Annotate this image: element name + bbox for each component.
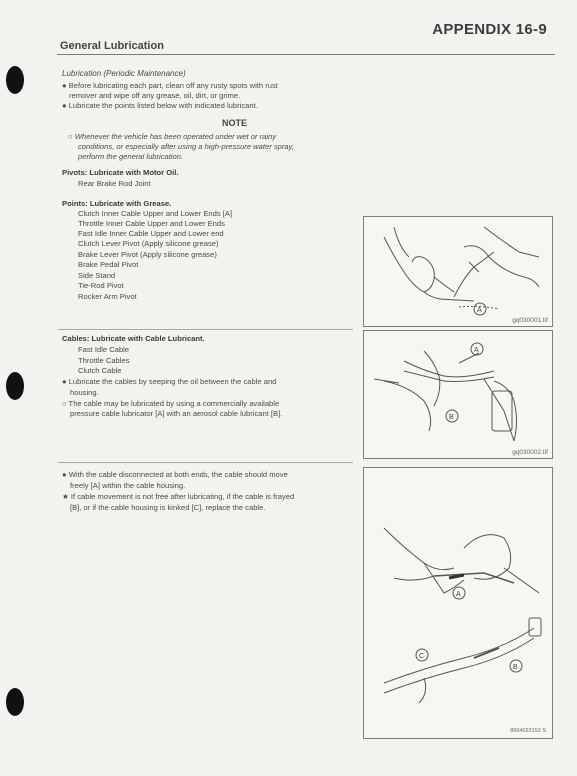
check-body: freely [A] within the cable housing. bbox=[70, 481, 186, 490]
figure-label: gq030001.tif bbox=[512, 317, 548, 324]
note-line: perform the general lubrication. bbox=[78, 152, 184, 161]
pivots-heading: Pivots: Lubricate with Motor Oil. bbox=[62, 168, 179, 177]
callout-a: A bbox=[474, 347, 479, 354]
figure-cable-check bbox=[363, 467, 553, 739]
note-title: NOTE bbox=[222, 118, 248, 128]
figure-grease-points bbox=[363, 216, 553, 327]
intro-line: ● Before lubricating each part, clean off any rusty spots with rust bbox=[62, 81, 278, 90]
points-item: Fast Idle Inner Cable Upper and Lower end bbox=[78, 229, 224, 238]
figure-label: gq030002.tif bbox=[512, 449, 548, 456]
points-item: Side Stand bbox=[78, 271, 116, 280]
cable-check-illustration bbox=[364, 468, 552, 738]
intro-line: ● Lubricate the points listed below with indicated lubricant. bbox=[62, 101, 258, 110]
section-divider bbox=[58, 462, 353, 463]
cables-body: ○ The cable may be lubricated by using a commercially available bbox=[62, 399, 280, 408]
cables-body: pressure cable lubricator [A] with an aerosol cable lubricant [B]. bbox=[70, 409, 283, 418]
check-body: [B], or if the cable housing is kinked [C], replace the cable. bbox=[70, 503, 266, 512]
check-body: ● With the cable disconnected at both ends, the cable should move bbox=[62, 470, 288, 479]
points-heading: Points: Lubricate with Grease. bbox=[62, 199, 172, 208]
points-item: Clutch Lever Pivot (Apply silicone grease) bbox=[78, 239, 219, 248]
pivot-item: Rear Brake Rod Joint bbox=[78, 179, 151, 188]
callout-a: A bbox=[477, 307, 482, 314]
points-item: Throttle Inner Cable Upper and Lower Ends bbox=[78, 219, 225, 228]
points-item: Brake Lever Pivot (Apply silicone grease) bbox=[78, 250, 217, 259]
cables-item: Clutch Cable bbox=[78, 366, 122, 375]
callout-c: C bbox=[419, 653, 425, 660]
points-item: Brake Pedal Pivot bbox=[78, 260, 139, 269]
note-line: ○ Whenever the vehicle has been operated under wet or rainy bbox=[68, 132, 277, 141]
cables-heading: Cables: Lubricate with Cable Lubricant. bbox=[62, 334, 205, 343]
intro-line: remover and wipe off any grease, oil, dirt, or grime. bbox=[69, 91, 241, 100]
header-rule bbox=[57, 54, 555, 55]
cables-body: ● Lubricate the cables by seeping the oil between the cable and bbox=[62, 377, 277, 386]
check-body: ★ If cable movement is not free after lubricating, if the cable is frayed bbox=[62, 492, 295, 501]
points-item: Tie-Rod Pivot bbox=[78, 281, 124, 290]
note-line: conditions, or especially after using a high-pressure water spray, bbox=[78, 142, 294, 151]
binder-hole bbox=[6, 688, 24, 716]
appendix-title: APPENDIX 16-9 bbox=[432, 21, 547, 38]
callout-b: B bbox=[449, 414, 454, 421]
callout-a: A bbox=[456, 591, 461, 598]
figure-cable-lubricator bbox=[363, 330, 553, 459]
lubrication-heading: Lubrication (Periodic Maintenance) bbox=[62, 69, 186, 78]
figure-label: 8604023152 S bbox=[510, 728, 546, 734]
lubricator-illustration bbox=[364, 331, 552, 458]
points-item: Rocker Arm Pivot bbox=[78, 292, 137, 301]
section-title: General Lubrication bbox=[60, 40, 164, 52]
cables-item: Fast Idle Cable bbox=[78, 345, 130, 354]
binder-hole bbox=[6, 66, 24, 94]
grease-illustration bbox=[364, 217, 552, 326]
cables-item: Throttle Cables bbox=[78, 356, 130, 365]
section-divider bbox=[58, 329, 353, 330]
cables-body: housing. bbox=[70, 388, 99, 397]
binder-hole bbox=[6, 372, 24, 400]
callout-b: B bbox=[513, 664, 518, 671]
points-item: Clutch Inner Cable Upper and Lower Ends [A] bbox=[78, 209, 233, 218]
